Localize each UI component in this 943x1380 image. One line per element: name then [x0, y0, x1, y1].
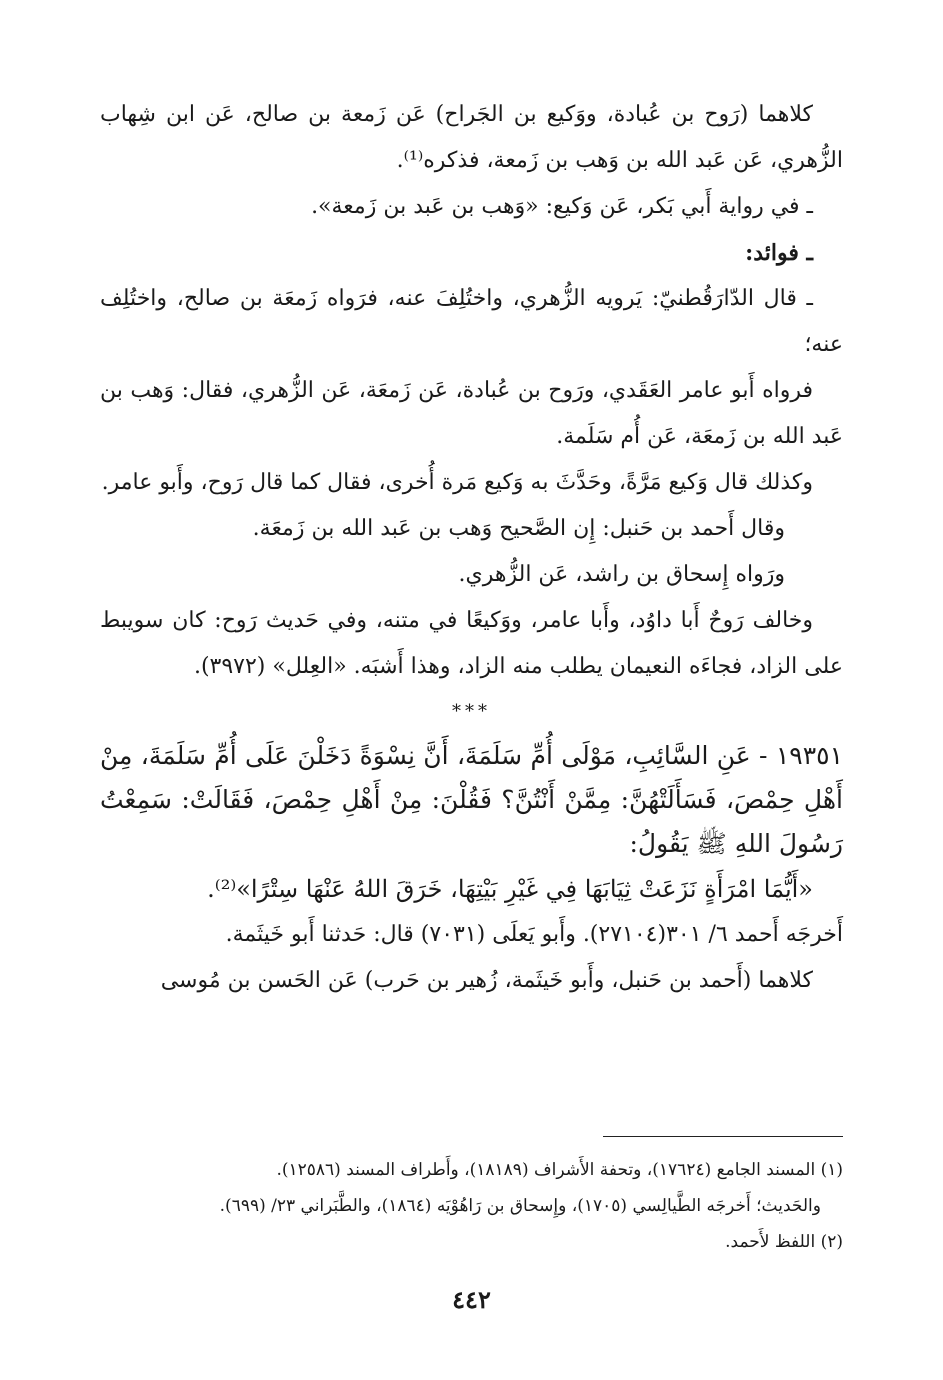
- ilal-paragraph: فرواه أَبو عامر العَقَدي، ورَوح بن عُبادة، عَن زَمعَة، عَن الزُّهري، فقال: وَهب بن عَبد الله بن زَمعَة، عَن أُم سَلَمة.: [100, 378, 843, 449]
- footnote: (١) المسند الجامع (١٧٦٢٤)، وتحفة الأَشراف (١٨١٨٩)، وأَطراف المسند (١٢٥٨٦).: [276, 1160, 843, 1180]
- ilal-paragraph: وكذلك قال وَكيع مَرَّةً، وحَدَّثَ به وَكيع مَرة أُخرى، فقال كما قال رَوح، وأَبو عامر.: [101, 470, 813, 495]
- isnad-paragraph: كلاهما (رَوح بن عُبادة، ووَكيع بن الجَراح) عَن زَمعة بن صالح، عَن ابن شِهاب الزُّهري، عَن عَبد الله بن وَهب بن زَمعة، فذكره⁽¹⁾.: [100, 102, 843, 173]
- footnotes: [100, 1152, 843, 1260]
- takhrij-line: كلاهما (أَحمد بن حَنبل، وأَبو خَيثَمة، زُهير بن حَرب) عَن الحَسن بن مُوسى: [160, 968, 813, 993]
- footnote: والحَديث؛ أَخرجَه الطَّيالِسي (١٧٠٥)، وإِسحاق بن رَاهُوْيَه (١٨٦٤)، والطَّبَراني ٢٣/ (٦٩٩).: [219, 1196, 821, 1216]
- footnote-divider: [603, 1136, 843, 1137]
- ilal-paragraph: وخالف رَوحٌ أَبا داوُد، وأَبا عامر، ووَكيعًا في متنه، وفي حَديث رَوح: كان سويبط على الزاد، فجاءَه النعيمان يطلب منه الزاد، وهذا أَشبَه. «العِلل» (٣٩٧٢).: [100, 608, 843, 679]
- page-number: ٤٤٢: [452, 1285, 491, 1314]
- hadith-quote: «أَيُّمَا امْرَأَةٍ نَزَعَتْ ثِيَابَهَا فِي غَيْرِ بَيْتِهَا، خَرَقَ اللهُ عَنْهَا سِتْرًا»⁽²⁾.: [207, 875, 813, 903]
- daraqutni-quote: ـ قال الدّارَقُطنيّ: يَرويه الزُّهري، واختُلِفَ عنه، فرَواه زَمعَة بن صالح، واختُلِف عنه؛: [100, 286, 843, 357]
- section-separator: ***: [452, 701, 491, 722]
- takhrij-line: أَخرجَه أَحمد ٦/ ٣٠١(٢٧١٠٤). وأَبو يَعلَى (٧٠٣١) قال: حَدثنا أَبو خَيثَمة.: [225, 922, 843, 947]
- ilal-paragraph: ورَواه إِسحاق بن راشد، عَن الزُّهري.: [458, 562, 785, 587]
- fawaid-heading: ـ فوائد:: [745, 240, 813, 266]
- footnote: (٢) اللفظ لأَحمد.: [725, 1232, 843, 1252]
- main-text: [100, 92, 843, 1004]
- ilal-paragraph: وقال أَحمد بن حَنبل: إِن الصَّحيح وَهب بن عَبد الله بن زَمعَة.: [252, 516, 785, 541]
- riwaya-note: ـ في رواية أَبي بَكر، عَن وَكيع: «وَهب بن عَبد بن زَمعة».: [311, 194, 813, 219]
- hadith-text: ١٩٣٥١ - عَنِ السَّائِبِ، مَوْلَى أُمِّ سَلَمَةَ، أَنَّ نِسْوَةً دَخَلْنَ عَلَى أُمِّ سَلَمَةَ، مِنْ أَهْلِ حِمْصَ، فَسَأَلَتْهُنَّ: مِمَّنْ أَنْتُنَّ؟ فَقُلْنَ: مِنْ أَهْلِ حِمْصَ، فَقَالَتْ: سَمِعْتُ رَسُولَ اللهِ ﷺ يَقُولُ:: [100, 741, 843, 858]
